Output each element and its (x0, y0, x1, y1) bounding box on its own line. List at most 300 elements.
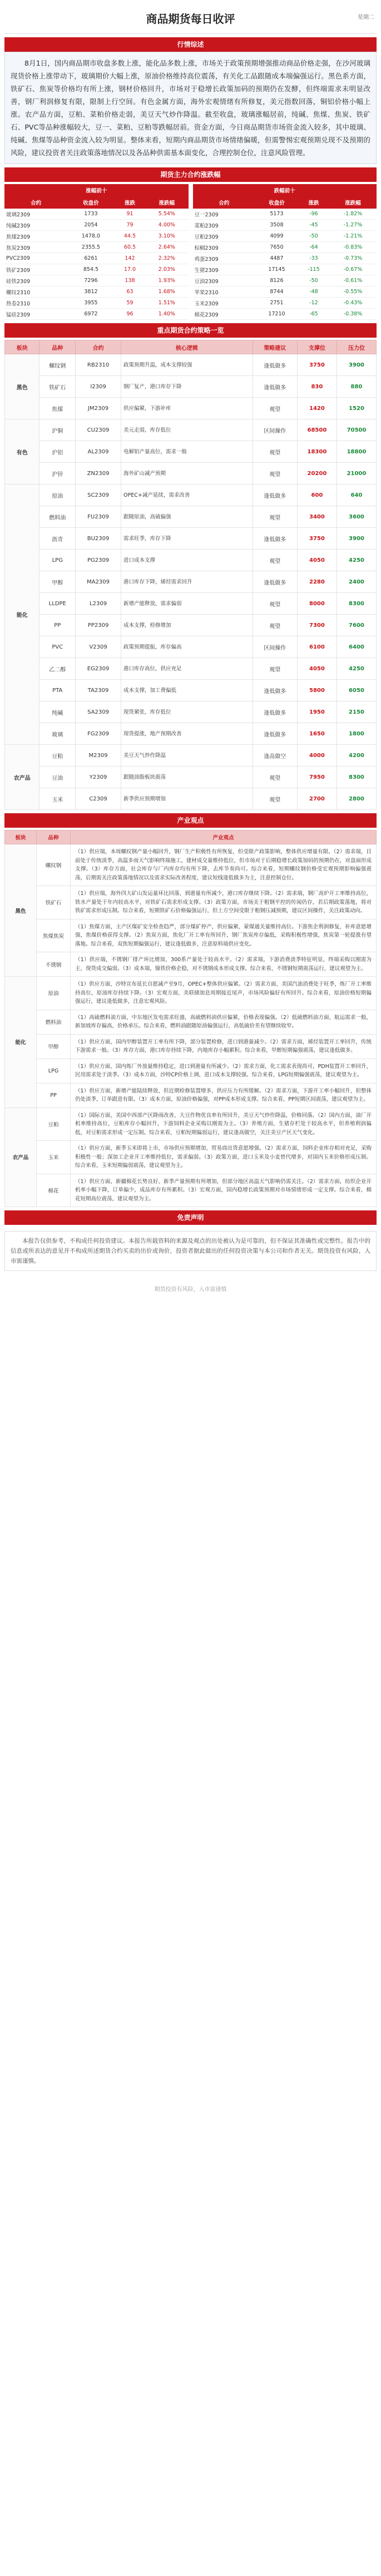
column-header: 策略建议 (253, 340, 297, 354)
close-price: 17210 (255, 309, 298, 320)
column-header: 收盘价 (67, 196, 115, 209)
product-name: PVC (39, 636, 76, 658)
change-percent: -0.55% (329, 286, 377, 298)
contract-name: 豆油2309 (193, 275, 256, 286)
strategy-row (5, 615, 377, 636)
support-level: 2700 (297, 788, 337, 810)
column-header: 合约 (76, 340, 121, 354)
product-name: 铁矿石 (37, 886, 71, 919)
change-percent: -1.21% (329, 231, 377, 242)
viewpoint-text: （1）供应端，本周螺纹钢产量小幅回升，钢厂生产积极性有所恢复，但受限产政策影响，整体供应增量有限。（2）需求端，目前处于传统淡季，高温多雨天气影响终端施工，建材成交量维持低位，但市场对于后期稳增长政策加码的预期仍在，对盘面形成支撑。（3）库存方面，社会库存与厂内库存均有所下降，去库节奏尚可。综合来看，短期螺纹钢价格受宏观预期影响偏强震荡，后期需关注政策落地情况以及需求实际改善程度，建议短线逢低做多为主，注意控制仓位。 (71, 844, 377, 886)
contract-name: 棕榈2309 (193, 242, 256, 253)
price-change: -50 (298, 275, 329, 286)
strategy-row (5, 506, 377, 528)
support-level: 7950 (297, 767, 337, 788)
product-name: 沪铜 (39, 419, 76, 441)
viewpoint-text: （1）供应方面，国内炼厂外放量维持稳定，进口到港量有所减少。（2）需求方面，化工需求表现尚可，PDH装置开工率回升，民用需求处于淡季。（3）成本方面，沙特CP价格上调，进口成本支撑较强。综合来看，LPG短期偏强震荡，建议观望为主。 (71, 1059, 377, 1083)
product-name: 甲醇 (39, 571, 76, 593)
strategy-row (5, 550, 377, 571)
column-header: 合约 (193, 196, 256, 209)
product-name: 不锈钢 (37, 952, 71, 977)
column-header: 涨跌 (115, 196, 146, 209)
viewpoint-text: （1）供应方面，国内甲醇装置开工率有所下降，部分装置检修，进口到港量减少。（2）需求方面，烯烃装置开工率回升，传统下游需求一般。（3）库存方面，港口库存持续下降，内地库存小幅累积。综合来看，甲醇短期偏强震荡，建议逢低做多。 (71, 1034, 377, 1059)
product-name: PP (37, 1083, 71, 1107)
core-logic: 政策预期升温，成本支撑较强 (121, 354, 253, 376)
product-name: 纯碱 (39, 701, 76, 723)
contract-code: JM2309 (76, 398, 121, 419)
core-logic: 需求旺季，库存下降 (121, 528, 253, 550)
change-percent: 5.54% (145, 209, 188, 220)
product-name: 玻璃 (39, 723, 76, 745)
product-name: PP (39, 615, 76, 636)
strategy-advice: 观望 (253, 658, 297, 680)
column-header: 品种 (39, 340, 76, 354)
contract-code: M2309 (76, 745, 121, 767)
viewpoint-row (5, 1083, 377, 1107)
strategy-row (5, 767, 377, 788)
support-level: 1950 (297, 701, 337, 723)
quote-row (4, 209, 189, 220)
contract-code: PG2309 (76, 550, 121, 571)
price-change: 60.5 (115, 242, 146, 253)
product-name: PTA (39, 680, 76, 701)
strategy-table (4, 340, 377, 810)
close-price: 7296 (67, 275, 115, 286)
contract-name: 锰硅2309 (4, 309, 67, 320)
strategy-advice: 观望 (253, 398, 297, 419)
price-change: -48 (298, 286, 329, 298)
strategy-row (5, 701, 377, 723)
viewpoint-text: （1）供应方面，沙特宣布延长自愿减产至9月，OPEC+整体供应偏紧。（2）需求方面，美国汽油消费处于旺季，炼厂开工率维持高位，原油库存持续下降。（3）宏观方面，美联储加息周期接近尾声，市场风险偏好有所回升。综合来看，原油价格短期偏强运行，建议逢低做多，注意宏观风险。 (71, 977, 377, 1010)
change-percent: -0.38% (329, 309, 377, 320)
support-level: 1650 (297, 723, 337, 745)
quote-row (4, 309, 189, 320)
quote-row (193, 286, 377, 298)
product-name: LPG (39, 550, 76, 571)
change-percent: -1.82% (329, 209, 377, 220)
strategy-row (5, 593, 377, 615)
close-price: 3812 (67, 286, 115, 298)
change-percent: -1.27% (329, 220, 377, 231)
gainers-title: 涨幅前十 (4, 184, 189, 196)
close-price: 5173 (255, 209, 298, 220)
quote-row (4, 264, 189, 275)
price-change: 59 (115, 298, 146, 309)
section-title-strategy: 重点期货合约策略一览 (4, 323, 377, 338)
support-level: 8000 (297, 593, 337, 615)
product-name: 原油 (39, 484, 76, 506)
column-header: 核心逻辑 (121, 340, 253, 354)
viewpoint-row (5, 1107, 377, 1141)
strategy-row (5, 571, 377, 593)
resistance-level: 4250 (337, 658, 376, 680)
resistance-level: 2800 (337, 788, 376, 810)
strategy-advice: 逢低做多 (253, 571, 297, 593)
product-name: 甲醇 (37, 1034, 71, 1059)
report-date: 星期二 (358, 14, 374, 21)
contract-code: RB2310 (76, 354, 121, 376)
strategy-row (5, 636, 377, 658)
strategy-advice: 观望 (253, 441, 297, 463)
resistance-level: 1800 (337, 723, 376, 745)
contract-name: 鸡蛋2309 (193, 253, 256, 264)
close-price: 1478.0 (67, 231, 115, 242)
price-change: 63 (115, 286, 146, 298)
contract-name: 纯碱2309 (4, 220, 67, 231)
core-logic: 新增产能释放，需求偏弱 (121, 593, 253, 615)
price-change: -64 (298, 242, 329, 253)
strategy-row (5, 723, 377, 745)
resistance-level: 4250 (337, 550, 376, 571)
core-logic: 美豆天气炒作降温 (121, 745, 253, 767)
price-change: -96 (298, 209, 329, 220)
strategy-advice: 观望 (253, 506, 297, 528)
strategy-row (5, 788, 377, 810)
viewpoint-text: （1）高硫燃料油方面，中东地区发电需求旺盛，高硫燃料油供应偏紧，价格表现偏强。（2）低硫燃料油方面，航运需求一般，新加坡库存偏高，价格承压。综合来看，燃料油跟随原油偏强运行，高低硫价差有望继续收窄。 (71, 1010, 377, 1034)
strategy-row (5, 441, 377, 463)
column-header: 支撑位 (297, 340, 337, 354)
product-name: 玉米 (37, 1141, 71, 1174)
quote-row (193, 275, 377, 286)
product-name: 沥青 (39, 528, 76, 550)
strategy-advice: 逢低做多 (253, 376, 297, 398)
viewpoint-row (5, 977, 377, 1010)
viewpoint-text: （1）焦煤方面，主产区煤矿安全检查趋严，部分煤矿停产，供应偏紧，蒙煤通关量维持高位。下游焦企利润修复，补库意愿增强，焦煤价格获得支撑。（2）焦炭方面，焦化厂开工率有所回升，钢厂焦炭库存偏低，采购积极性增强，焦炭第一轮提涨有望落地。综合来看，双焦短期偏强运行，建议逢低做多，注意原料端供应变化。 (71, 919, 377, 952)
close-price: 8744 (255, 286, 298, 298)
contract-name: 硅铁2309 (4, 275, 67, 286)
core-logic: 成本支撑，检修增加 (121, 615, 253, 636)
product-name: 燃料油 (37, 1010, 71, 1034)
core-logic: 电解铝产量高位，需求一般 (121, 441, 253, 463)
viewpoint-row (5, 1141, 377, 1174)
support-level: 5800 (297, 680, 337, 701)
quote-row (193, 298, 377, 309)
support-level: 2280 (297, 571, 337, 593)
close-price: 2355.5 (67, 242, 115, 253)
strategy-advice: 区间操作 (253, 636, 297, 658)
section-title-review: 行情综述 (4, 37, 377, 52)
contract-name: 焦煤2309 (4, 231, 67, 242)
column-header: 合约 (4, 196, 67, 209)
strategy-advice: 逢低做多 (253, 354, 297, 376)
resistance-level: 3900 (337, 528, 376, 550)
viewpoint-row (5, 1059, 377, 1083)
sector-cell: 有色 (5, 419, 39, 484)
quote-row (193, 209, 377, 220)
price-change: 91 (115, 209, 146, 220)
change-percent: 1.51% (145, 298, 188, 309)
viewpoint-row (5, 919, 377, 952)
contract-name: 生猪2309 (193, 264, 256, 275)
core-logic: 跟随油脂板块震荡 (121, 767, 253, 788)
support-level: 3750 (297, 354, 337, 376)
resistance-level: 70500 (337, 419, 376, 441)
support-level: 3750 (297, 528, 337, 550)
sector-cell: 农产品 (5, 1107, 37, 1207)
quote-row (193, 309, 377, 320)
sector-cell: 黑色 (5, 354, 39, 419)
column-header: 板块 (5, 340, 39, 354)
price-change: -50 (298, 231, 329, 242)
support-level: 18300 (297, 441, 337, 463)
contract-code: V2309 (76, 636, 121, 658)
strategy-advice: 观望 (253, 767, 297, 788)
product-name: 玉米 (39, 788, 76, 810)
price-change: -45 (298, 220, 329, 231)
strategy-advice: 观望 (253, 788, 297, 810)
core-logic: 成本支撑，加工费偏低 (121, 680, 253, 701)
change-percent: 2.03% (145, 264, 188, 275)
resistance-level: 8300 (337, 593, 376, 615)
contract-name: 豆粕2309 (193, 231, 256, 242)
product-name: 燃料油 (39, 506, 76, 528)
strategy-advice: 观望 (253, 463, 297, 484)
resistance-level: 2150 (337, 701, 376, 723)
contract-name: 豆一2309 (193, 209, 256, 220)
change-percent: 1.68% (145, 286, 188, 298)
resistance-level: 1520 (337, 398, 376, 419)
close-price: 3508 (255, 220, 298, 231)
product-name: 豆粕 (39, 745, 76, 767)
resistance-level: 6400 (337, 636, 376, 658)
viewpoint-row (5, 1174, 377, 1207)
product-name: 棉花 (37, 1174, 71, 1207)
viewpoint-text: （1）供应端，不锈钢厂排产环比增加，300系产量处于较高水平。（2）需求端，下游消费淡季特征明显，终端采购以刚需为主，现货成交偏弱。（3）成本端，镍铁价格企稳，对不锈钢成本形成支撑。综合来看，不锈钢短期震荡运行，建议观望为主。 (71, 952, 377, 977)
contract-name: 苹果2310 (193, 286, 256, 298)
viewpoint-row (5, 1010, 377, 1034)
sector-cell: 农产品 (5, 745, 39, 810)
close-price: 4099 (255, 231, 298, 242)
close-price: 1733 (67, 209, 115, 220)
contract-code: FU2309 (76, 506, 121, 528)
support-level: 4050 (297, 658, 337, 680)
change-percent: 1.40% (145, 309, 188, 320)
sector-cell: 黑色 (5, 844, 37, 977)
change-percent: -0.73% (329, 253, 377, 264)
change-percent: 2.32% (145, 253, 188, 264)
resistance-level: 6050 (337, 680, 376, 701)
contract-code: EG2309 (76, 658, 121, 680)
core-logic: 美元走弱，库存低位 (121, 419, 253, 441)
strategy-row (5, 376, 377, 398)
price-change: 96 (115, 309, 146, 320)
product-name: 螺纹钢 (37, 844, 71, 886)
support-level: 4050 (297, 550, 337, 571)
disclaimer-text: 本报告仅供参考，不构成任何投资建议。本报告所载资料的来源及观点的出处被认为是可靠的，但不保证其准确性或完整性。报告中的信息或所表达的意见并不构成所述期货合约买卖的出价或询价，投资者据此做出的任何投资决策与本公司和作者无关。期货投资有风险，入市需谨慎。 (4, 1231, 377, 1271)
contract-name: 棉花2309 (193, 309, 256, 320)
core-logic: 现货紧张，库存低位 (121, 701, 253, 723)
resistance-level: 18800 (337, 441, 376, 463)
close-price: 854.5 (67, 264, 115, 275)
column-header: 涨跌幅 (329, 196, 377, 209)
core-logic: 港口库存高位，供应充足 (121, 658, 253, 680)
resistance-level: 3600 (337, 506, 376, 528)
contract-code: SC2309 (76, 484, 121, 506)
price-change: -12 (298, 298, 329, 309)
product-name: 乙二醇 (39, 658, 76, 680)
column-header: 压力位 (337, 340, 376, 354)
close-price: 3955 (67, 298, 115, 309)
resistance-level: 2400 (337, 571, 376, 593)
page-title: 商品期货每日收评 (146, 12, 235, 26)
sector-cell: 能化 (5, 484, 39, 745)
product-name: 焦煤 (39, 398, 76, 419)
column-header: 收盘价 (255, 196, 298, 209)
core-logic: OPEC+减产延续，需求改善 (121, 484, 253, 506)
column-header: 产业观点 (71, 830, 377, 844)
close-price: 2751 (255, 298, 298, 309)
review-text: 8月1日，国内商品期市收盘多数上涨，能化品多数上涨，市场关于政策预期增强推动商品价格走强，在沙河玻璃现货价格上涨带动下，玻璃期价大幅上涨，原油价格维持高位震荡，有关化工品跟随成本端偏强运行。黑色系方面，铁矿石、焦炭等价格均有所上涨，钢材价格回升，市场对于稳增长政策加码的预期仍在发酵，但终端需求未明显改善，钢厂利润修复有限，限制上行空间。有色金属方面，海外宏观情绪有所修复，美元指数回落，铜铝价格小幅上涨。农产品方面，豆粕、菜粕价格走弱，美豆天气炒作降温。截至收盘，玻璃涨幅居前，纯碱、焦煤、焦炭、铁矿石、PVC等品种涨幅较大，豆一、菜粕、豆粕等跌幅居前。资金方面，今日商品期货市场资金流入较多，其中玻璃、纯碱、焦煤等品种资金流入较为明显。整体来看，短期内商品期货市场情绪偏暖，但需警惕宏观预期兑现不及预期的风险，建议投资者关注政策落地情况以及各品种供需基本面变化，合理控制仓位，注意风险管理。 (4, 52, 377, 164)
strategy-row (5, 484, 377, 506)
contract-name: PVC2309 (4, 253, 67, 264)
contract-name: 热卷2310 (4, 298, 67, 309)
product-name: LLDPE (39, 593, 76, 615)
quote-row (4, 286, 189, 298)
support-level: 6100 (297, 636, 337, 658)
price-change: 142 (115, 253, 146, 264)
quote-row (4, 242, 189, 253)
strategy-advice: 观望 (253, 550, 297, 571)
price-change: 79 (115, 220, 146, 231)
close-price: 8126 (255, 275, 298, 286)
support-level: 68500 (297, 419, 337, 441)
product-name: 豆油 (39, 767, 76, 788)
quote-row (193, 242, 377, 253)
viewpoint-text: （1）供应方面，新季玉米即将上市，市场供应预期增加，贸易商出货意愿增强。（2）需求方面，饲料企业库存相对充足，采购积极性一般；深加工企业开工率维持低位，需求偏弱。（3）政策方面，进口玉米及小麦替代增多，对国内玉米价格形成压制。综合来看，玉米短期偏弱震荡，建议观望为主。 (71, 1141, 377, 1174)
product-name: 铁矿石 (39, 376, 76, 398)
contract-code: Y2309 (76, 767, 121, 788)
strategy-row (5, 398, 377, 419)
column-header: 涨跌 (298, 196, 329, 209)
strategy-advice: 逢低做多 (253, 680, 297, 701)
contract-code: TA2309 (76, 680, 121, 701)
viewpoint-text: （1）供应方面，新疆棉花长势良好，新季产量预期有所增加，但部分地区高温天气影响仍需关注。（2）需求方面，纺织企业开机率小幅下降，订单偏少，成品库存有所累积。（3）宏观方面，国内稳增长政策预期对市场情绪形成一定支撑。综合来看，棉花短期高位震荡，建议观望为主。 (71, 1174, 377, 1207)
core-logic: 现货提涨，地产预期改善 (121, 723, 253, 745)
viewpoint-text: （1）供应方面，新增产能陆续释放，但近期检修装置增多，供应压力有所缓解。（2）需求方面，下游开工率小幅回升，但整体仍处淡季，订单跟进有限。（3）成本方面，原油价格偏强，对PP成本形成支撑。综合来看，PP短期区间震荡，建议观望为主。 (71, 1083, 377, 1107)
resistance-level: 3900 (337, 354, 376, 376)
price-change: -65 (298, 309, 329, 320)
viewpoint-text: （1）国际方面，美国中西部产区降雨改善，大豆作物优良率有所回升，美豆天气炒作降温，价格回落。（2）国内方面，油厂开机率维持高位，豆粕库存小幅回升，下游饲料企业采购以刚需为主。（3）养殖方面，生猪存栏处于较高水平，但养殖利润偏低，对豆粕需求形成一定压制。综合来看，豆粕短期偏弱运行，建议逢高做空，关注美豆产区天气变化。 (71, 1107, 377, 1141)
quote-row (193, 231, 377, 242)
viewpoint-row (5, 952, 377, 977)
core-logic: 港口库存下降，烯烃需求回升 (121, 571, 253, 593)
close-price: 2054 (67, 220, 115, 231)
strategy-advice: 区间操作 (253, 419, 297, 441)
resistance-level: 21000 (337, 463, 376, 484)
product-name: 螺纹钢 (39, 354, 76, 376)
sector-cell: 能化 (5, 977, 37, 1108)
price-change: 17.0 (115, 264, 146, 275)
quote-row (4, 275, 189, 286)
product-name: LPG (37, 1059, 71, 1083)
contract-code: SA2309 (76, 701, 121, 723)
column-header: 品种 (37, 830, 71, 844)
quote-row (4, 253, 189, 264)
viewpoint-row (5, 1034, 377, 1059)
change-percent: -0.83% (329, 242, 377, 253)
section-title-viewpoint: 产业观点 (4, 813, 377, 828)
contract-name: 铁矿2309 (4, 264, 67, 275)
change-percent: 1.93% (145, 275, 188, 286)
change-percent: -0.67% (329, 264, 377, 275)
support-level: 3400 (297, 506, 337, 528)
strategy-row (5, 658, 377, 680)
strategy-row (5, 745, 377, 767)
resistance-level: 640 (337, 484, 376, 506)
strategy-row (5, 528, 377, 550)
strategy-advice: 观望 (253, 615, 297, 636)
contract-code: FG2309 (76, 723, 121, 745)
quotes-panel (4, 184, 377, 320)
support-level: 20200 (297, 463, 337, 484)
resistance-level: 880 (337, 376, 376, 398)
support-level: 7300 (297, 615, 337, 636)
quote-row (193, 220, 377, 231)
change-percent: 3.10% (145, 231, 188, 242)
price-change: -115 (298, 264, 329, 275)
contract-code: C2309 (76, 788, 121, 810)
footer-note: 期货投资有风险，入市需谨慎 (154, 1287, 227, 1293)
contract-name: 菜粕2309 (193, 220, 256, 231)
contract-name: 螺纹2310 (4, 286, 67, 298)
change-percent: 4.00% (145, 220, 188, 231)
contract-code: I2309 (76, 376, 121, 398)
product-name: 沪铝 (39, 441, 76, 463)
viewpoint-row (5, 844, 377, 886)
strategy-row (5, 680, 377, 701)
price-change: 138 (115, 275, 146, 286)
section-title-quotes: 期货主力合约涨跌幅 (4, 167, 377, 182)
contract-code: BU2309 (76, 528, 121, 550)
strategy-row (5, 419, 377, 441)
strategy-row (5, 463, 377, 484)
contract-code: PP2309 (76, 615, 121, 636)
contract-name: 焦炭2309 (4, 242, 67, 253)
contract-code: L2309 (76, 593, 121, 615)
contract-name: 玉米2309 (193, 298, 256, 309)
resistance-level: 8300 (337, 767, 376, 788)
core-logic: 进口成本支撑 (121, 550, 253, 571)
product-name: 原油 (37, 977, 71, 1010)
support-level: 830 (297, 376, 337, 398)
contract-code: AL2309 (76, 441, 121, 463)
strategy-advice: 逢低做多 (253, 484, 297, 506)
core-logic: 政策预期提振，库存偏高 (121, 636, 253, 658)
contract-name: 玻璃2309 (4, 209, 67, 220)
change-percent: -0.43% (329, 298, 377, 309)
viewpoint-row (5, 886, 377, 919)
price-change: -33 (298, 253, 329, 264)
strategy-advice: 逢低做多 (253, 701, 297, 723)
quote-row (193, 253, 377, 264)
close-price: 4487 (255, 253, 298, 264)
close-price: 7650 (255, 242, 298, 253)
losers-title: 跌幅前十 (193, 184, 377, 196)
strategy-advice: 逢低做多 (253, 723, 297, 745)
strategy-row (5, 354, 377, 376)
top-gainers-table (4, 184, 189, 320)
support-level: 4000 (297, 745, 337, 767)
header (4, 0, 377, 34)
viewpoint-text: （1）供应端，海外四大矿山发运量环比回落，到港量有所减少，港口库存继续下降。（2）需求端，钢厂高炉开工率维持高位，铁水产量处于年内较高水平，对铁矿石需求形成支撑。（3）政策方面，市场关于粗钢平控的传闻仍存，若后期政策落地，将对铁矿需求形成压制。综合来看，短期铁矿石价格偏强运行，但上方空间受限于粗钢压减预期，建议区间操作，关注政策动向。 (71, 886, 377, 919)
core-logic: 供应偏紧，下游补库 (121, 398, 253, 419)
contract-code: MA2309 (76, 571, 121, 593)
core-logic: 海外矿山减产预期 (121, 463, 253, 484)
report-page (4, 0, 377, 1301)
change-percent: 2.64% (145, 242, 188, 253)
column-header: 板块 (5, 830, 37, 844)
strategy-advice: 观望 (253, 593, 297, 615)
